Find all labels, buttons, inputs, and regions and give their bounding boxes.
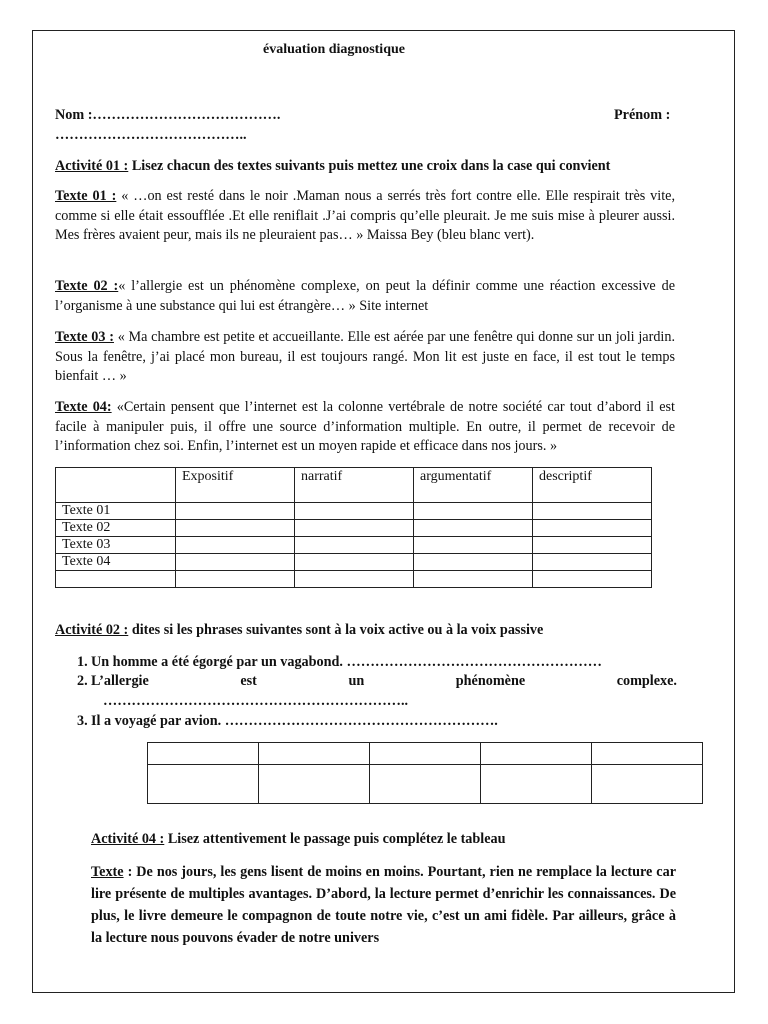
answer-cell[interactable] xyxy=(481,765,592,804)
texte-04 xyxy=(55,398,675,457)
answer-cell[interactable] xyxy=(533,520,652,537)
row-label xyxy=(56,571,176,588)
table-row xyxy=(56,520,652,537)
question-3 xyxy=(77,711,677,732)
answer-cell[interactable] xyxy=(295,554,414,571)
word: complexe. xyxy=(616,673,677,689)
table-header-cell: descriptif xyxy=(533,468,652,503)
question-number: 2. xyxy=(77,673,88,689)
activite04-instruction: Lisez attentivement le passage puis complétez le tableau xyxy=(164,831,506,847)
activite02-heading xyxy=(55,621,685,641)
activite02-instruction: dites si les phrases suivantes sont à la voix active ou à la voix passive xyxy=(128,622,544,638)
table-row xyxy=(56,503,652,520)
table-row xyxy=(56,571,652,588)
prenom-label: Prénom : xyxy=(614,107,671,123)
nom-field: Nom :…………………………………. xyxy=(55,107,281,123)
answer-cell[interactable] xyxy=(533,571,652,588)
answer-cell[interactable] xyxy=(481,743,592,765)
answer-cell[interactable] xyxy=(414,537,533,554)
texte-03-body: « Ma chambre est petite et accueillante. Elle est aérée par une fenêtre qui donne sur un joli jardin. Sous la fenêtre, j’ai placé mon bureau, il est toujours rangé. Mon lit est juste en face, il est tout le temps bienfait … » xyxy=(55,329,676,385)
answer-cell[interactable] xyxy=(295,537,414,554)
answer-cell[interactable] xyxy=(295,520,414,537)
answer-cell[interactable] xyxy=(533,554,652,571)
question-2-answer-line: ……………………………………………………….. xyxy=(103,693,409,709)
answer-cell[interactable] xyxy=(295,503,414,520)
activite04-text xyxy=(91,861,676,949)
activite01-label: Activité 01 : xyxy=(55,158,129,174)
answer-cell[interactable] xyxy=(259,743,370,765)
texte-02-label: Texte 02 : xyxy=(55,278,119,294)
table-header-cell: argumentatif xyxy=(414,468,533,503)
answer-cell[interactable] xyxy=(533,537,652,554)
word: est xyxy=(240,673,257,689)
question-number: 3. xyxy=(77,713,88,729)
texte-01-label: Texte 01 : xyxy=(55,188,117,204)
texte-01-body: « …on est resté dans le noir .Maman nous a serrés très fort contre elle. Elle respirait très vite, comme si elle était essoufflée .Et elle reniflait .J’ai compris qu’elle pleurait. Je me suis mise à pleurer aussi. Mes frères avaient peur, mais ils ne pleuraient pas… » Maissa Bey (bleu blanc vert). xyxy=(55,188,676,244)
table-row xyxy=(148,765,703,804)
question-text: Un homme a été égorgé par un vagabond. ……………………………………………… xyxy=(91,654,602,670)
row-label: Texte 01 xyxy=(56,503,176,520)
table-row xyxy=(56,537,652,554)
table-row xyxy=(148,743,703,765)
activite01-instruction: Lisez chacun des textes suivants puis mettez une croix dans la case qui convient xyxy=(128,158,611,174)
texte-02 xyxy=(55,277,675,316)
answer-table xyxy=(147,742,703,804)
question-2 xyxy=(77,671,677,692)
answer-cell[interactable] xyxy=(414,503,533,520)
row-label: Texte 04 xyxy=(56,554,176,571)
answer-cell[interactable] xyxy=(370,743,481,765)
table-header-cell xyxy=(56,468,176,503)
answer-cell[interactable] xyxy=(259,765,370,804)
answer-cell[interactable] xyxy=(176,537,295,554)
question-number: 1. xyxy=(77,654,88,670)
question-1 xyxy=(77,652,677,673)
answer-cell[interactable] xyxy=(414,554,533,571)
answer-cell[interactable] xyxy=(176,503,295,520)
word: L’allergie xyxy=(91,673,149,689)
activite01-heading xyxy=(55,157,685,177)
table-header-cell: narratif xyxy=(295,468,414,503)
texte-04-body: «Certain pensent que l’internet est la colonne vertébrale de notre société car tout d’abord il est facile à manipuler puis, il offre une source d’information multiple. En outre, il permet de recevoir de l’information chez soi. Enfin, l’internet est un moyen rapide et efficace dans nos jours. » xyxy=(55,399,675,455)
table-header-cell: Expositif xyxy=(176,468,295,503)
answer-cell[interactable] xyxy=(295,571,414,588)
prenom-dots: ………………………………….. xyxy=(55,127,247,143)
texte-03 xyxy=(55,328,675,387)
activite04-label: Activité 04 : xyxy=(91,831,165,847)
word: un xyxy=(348,673,365,689)
activite04-texte-label: Texte xyxy=(91,864,124,880)
activite04-texte-body: : De nos jours, les gens lisent de moins en moins. Pourtant, rien ne remplace la lecture car lire présente de multiples avantages. D’abord, la lecture permet d’enrichir les connaissances. De plus, le livre demeure le compagnon de toute notre vie, c’est un ami fidèle. Par ailleurs, grâce à la lecture nous pouvons évader de notre univers xyxy=(91,864,676,946)
row-label: Texte 02 xyxy=(56,520,176,537)
question-text: Il a voyagé par avion. …………………………………………………. xyxy=(91,713,498,729)
answer-cell[interactable] xyxy=(148,743,259,765)
page-title: évaluation diagnostique xyxy=(263,42,405,57)
answer-cell[interactable] xyxy=(176,554,295,571)
activite04-heading xyxy=(91,830,691,850)
answer-cell[interactable] xyxy=(414,571,533,588)
answer-cell[interactable] xyxy=(370,765,481,804)
answer-cell[interactable] xyxy=(592,765,703,804)
texte-02-body: « l’allergie est un phénomène complexe, on peut la définir comme une réaction excessive de l’organisme à une substance qui lui est étrangère… » Site internet xyxy=(55,278,675,314)
answer-cell[interactable] xyxy=(592,743,703,765)
texte-04-label: Texte 04: xyxy=(55,399,112,415)
answer-cell[interactable] xyxy=(176,520,295,537)
answer-cell[interactable] xyxy=(533,503,652,520)
answer-cell[interactable] xyxy=(414,520,533,537)
activite02-label: Activité 02 : xyxy=(55,622,129,638)
texte-01 xyxy=(55,187,675,246)
table-header-row xyxy=(56,468,652,503)
texte-03-label: Texte 03 : xyxy=(55,329,114,345)
word: phénomène xyxy=(455,673,526,689)
classification-table xyxy=(55,467,652,588)
answer-cell[interactable] xyxy=(176,571,295,588)
question-text xyxy=(91,671,677,692)
answer-cell[interactable] xyxy=(148,765,259,804)
table-row xyxy=(56,554,652,571)
row-label: Texte 03 xyxy=(56,537,176,554)
